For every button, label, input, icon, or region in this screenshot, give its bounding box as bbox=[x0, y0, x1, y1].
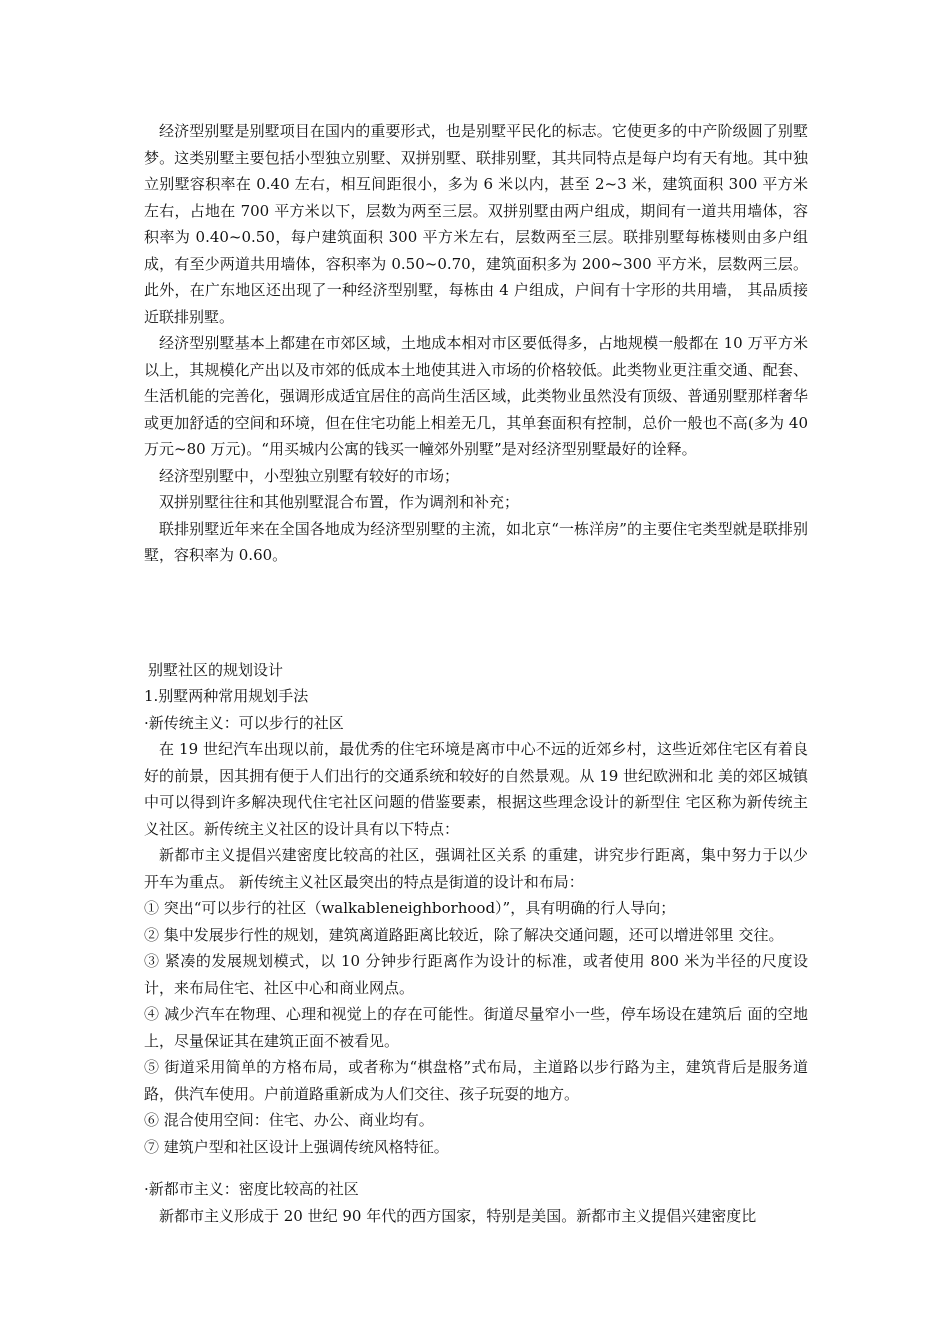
paragraph: 联排别墅近年来在全国各地成为经济型别墅的主流，如北京“一栋洋房”的主要住宅类型就是联排别墅，容积率为 0.60。 bbox=[144, 519, 808, 564]
section-title: 别墅社区的规划设计 bbox=[148, 660, 284, 679]
bullet-heading: ·新都市主义：密度比较高的社区 bbox=[144, 1180, 359, 1198]
paragraph: 经济型别墅是别墅项目在国内的重要形式，也是别墅平民化的标志。它使更多的中产阶级圆了别墅梦。这类别墅主要包括小型独立别墅、双拼别墅、联排别墅，其共同特点是每户均有天有地。其中独立别墅容积率在 0.40 左右，相互间距很小，多为 6 米以内，甚至 2~3 米，建筑面积 300 平方米左右，占地在 700 平方米以下，层数为两至三层。双拼别墅由两户组成，期间有一道共用墙体，容积率为 0.40~0.50，每户建筑面积 300 平方米左右，层数两至三层。联排别墅每栋楼则由多户组成，有至少两道共用墙体，容积率为 0.50~0.70，建筑面积多为 200~300 平方米，层数两三层。此外，在广东地区还出现了一种经济型别墅，每栋由 4 户组成，户间有十字形的共用墙， 其品质接近联排别墅。 bbox=[144, 122, 808, 326]
list-item: ② 集中发展步行性的规划，建筑离道路距离比较近，除了解决交通问题，还可以增进邻里 交往。 bbox=[144, 925, 784, 944]
list-item: ⑥ 混合使用空间：住宅、办公、商业均有。 bbox=[144, 1111, 434, 1129]
paragraph: 经济型别墅基本上都建在市郊区域，土地成本相对市区要低得多，占地规模一般都在 10 万平方米以上，其规模化产出以及市郊的低成本土地使其进入市场的价格较低。此类物业更注重交通、配套、生活机能的完善化，强调形成适宜居住的高尚生活区域，此类物业虽然没有顶级、普通别墅那样奢华或更加舒适的空间和环境，但在住宅功能上相差无几，其单套面积有控制，总价一般也不高(多为 40 万元~80 万元)。“用买城内公寓的钱买一幢郊外别墅”是对经济型别墅最好的诠释。 bbox=[144, 334, 808, 458]
list-item: ③ 紧凑的发展规划模式，以 10 分钟步行距离作为设计的标准，或者使用 800 米为半径的尺度设计，来布局住宅、社区中心和商业网点。 bbox=[144, 952, 808, 997]
blank-space bbox=[144, 1160, 808, 1176]
list-item: ① 突出“可以步行的社区（walkableneighborhood）”，具有明确的行人导向； bbox=[144, 899, 676, 917]
bullet-heading: ·新传统主义：可以步行的社区 bbox=[144, 713, 344, 732]
list-item: ⑤ 街道采用简单的方格布局，或者称为“棋盘格”式布局，主道路以步行路为主，建筑背后是服务道路，供汽车使用。户前道路重新成为人们交往、孩子玩耍的地方。 bbox=[144, 1058, 808, 1103]
paragraph: 在 19 世纪汽车出现以前，最优秀的住宅环境是离市中心不远的近郊乡村，这些近郊住宅区有着良好的前景，因其拥有便于人们出行的交通系统和较好的自然景观。从 19 世纪欧洲和北 美的郊区城镇中可以得到许多解决现代住宅社区问题的借鉴要素，根据这些理念设计的新型住 宅区称为新传统主义社区。新传统主义社区的设计具有以下特点： bbox=[144, 740, 808, 838]
paragraph: 双拼别墅往往和其他别墅混合布置，作为调剂和补充； bbox=[159, 493, 520, 511]
paragraph: 经济型别墅中，小型独立别墅有较好的市场； bbox=[159, 466, 460, 485]
list-item: ⑦ 建筑户型和社区设计上强调传统风格特征。 bbox=[144, 1137, 449, 1156]
blank-space bbox=[144, 569, 808, 657]
paragraph: 新都市主义形成于 20 世纪 90 年代的西方国家，特别是美国。新都市主义提倡兴建密度比 bbox=[159, 1206, 757, 1225]
document-page bbox=[144, 118, 808, 1229]
paragraph: 新都市主义提倡兴建密度比较高的社区，强调社区关系 的重建，讲究步行距离，集中努力于以少开车为重点。 新传统主义社区最突出的特点是街道的设计和布局： bbox=[144, 846, 808, 891]
section-subtitle: 1.别墅两种常用规划手法 bbox=[144, 687, 309, 705]
list-item: ④ 减少汽车在物理、心理和视觉上的存在可能性。街道尽量窄小一些，停车场设在建筑后 面的空地上，尽量保证其在建筑正面不被看见。 bbox=[144, 1005, 808, 1050]
